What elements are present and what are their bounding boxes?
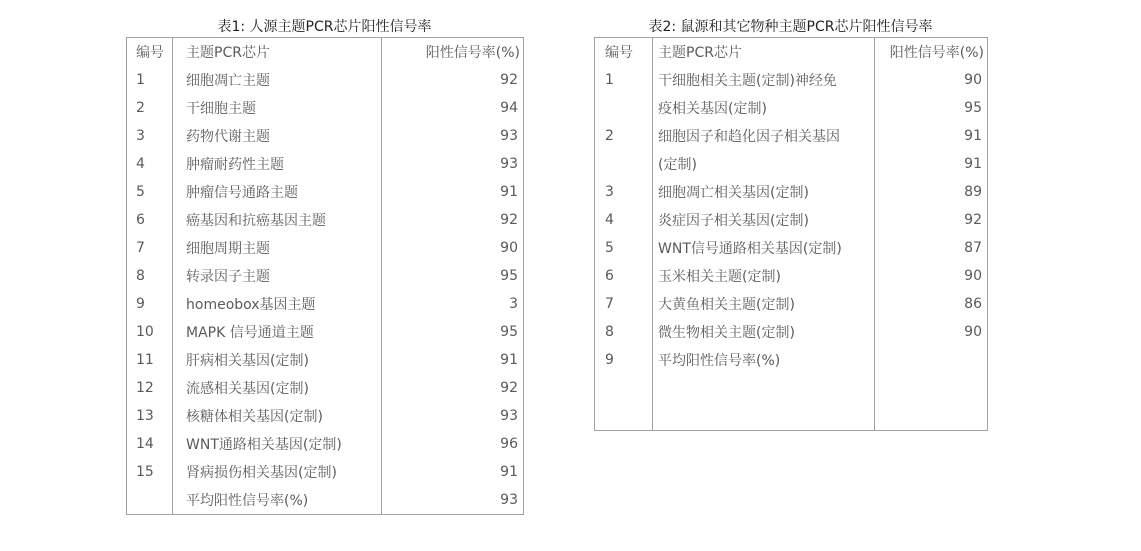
table1-cell-number: 3 xyxy=(127,122,173,150)
table1-cell-number: 7 xyxy=(127,234,173,262)
table1-cell-name: WNT通路相关基因(定制) xyxy=(173,430,382,458)
table2-cell-name: 炎症因子相关基因(定制) xyxy=(653,206,875,234)
table2-cell-name: 微生物相关主题(定制) xyxy=(653,318,875,346)
table1-row xyxy=(127,66,524,94)
table1-cell-name: 细胞周期主题 xyxy=(173,234,382,262)
table1-cell-name: MAPK 信号通道主题 xyxy=(173,318,382,346)
table2-header-value: 阳性信号率(%) xyxy=(889,45,984,61)
table1-row xyxy=(127,402,524,430)
table2-cell-value: 91 xyxy=(964,128,982,144)
table2-cell-number: 1 xyxy=(595,66,653,94)
table2-cell-number: 2 xyxy=(595,122,653,150)
table1-cell-value: 91 xyxy=(500,184,518,200)
table2-cell-number: 3 xyxy=(595,178,653,206)
table2-row xyxy=(595,234,988,262)
table2-row xyxy=(595,150,988,178)
table2-empty-row xyxy=(595,374,988,431)
table2-cell-value: 95 xyxy=(964,100,982,116)
table1-cell-value: 95 xyxy=(500,268,518,284)
table1-cell-name: 细胞凋亡主题 xyxy=(173,66,382,94)
table1-cell-name: 肝病相关基因(定制) xyxy=(173,346,382,374)
table1-row xyxy=(127,430,524,458)
table2-panel xyxy=(594,17,987,431)
table1-cell-number: 4 xyxy=(127,150,173,178)
table1-cell-number: 11 xyxy=(127,346,173,374)
table1-header-no: 编号 xyxy=(127,38,173,67)
table2-cell-number xyxy=(595,150,653,178)
table1 xyxy=(126,37,524,515)
table2-row xyxy=(595,290,988,318)
table2 xyxy=(594,37,988,431)
table2-cell-number: 6 xyxy=(595,262,653,290)
table1-cell-value: 93 xyxy=(500,408,518,424)
table2-cell-name: 干细胞相关主题(定制)神经免 xyxy=(653,66,875,94)
table2-empty-cell xyxy=(595,374,653,431)
table2-cell-name: 大黄鱼相关主题(定制) xyxy=(653,290,875,318)
table2-cell-value: 92 xyxy=(964,212,982,228)
table1-row xyxy=(127,94,524,122)
table1-row xyxy=(127,206,524,234)
table1-cell-name: 转录因子主题 xyxy=(173,262,382,290)
table1-cell-number: 13 xyxy=(127,402,173,430)
table2-row xyxy=(595,262,988,290)
table1-header-row xyxy=(127,38,524,67)
table2-cell-value xyxy=(875,346,988,374)
table1-cell-value: 96 xyxy=(500,436,518,452)
table1-row xyxy=(127,122,524,150)
table1-cell-value: 3 xyxy=(509,296,518,312)
table2-empty-cell xyxy=(875,374,988,431)
table1-cell-value: 92 xyxy=(500,380,518,396)
table1-row xyxy=(127,234,524,262)
table1-cell-value: 92 xyxy=(500,72,518,88)
table1-row xyxy=(127,178,524,206)
table2-row xyxy=(595,178,988,206)
table2-cell-value: 90 xyxy=(964,324,982,340)
table1-row xyxy=(127,486,524,515)
table1-cell-number: 1 xyxy=(127,66,173,94)
table2-cell-value: 87 xyxy=(964,240,982,256)
table1-row xyxy=(127,374,524,402)
table2-cell-number: 8 xyxy=(595,318,653,346)
table1-cell-number: 2 xyxy=(127,94,173,122)
table1-cell-name: 流感相关基因(定制) xyxy=(173,374,382,402)
table2-cell-name: (定制) xyxy=(653,150,875,178)
table1-cell-name: 肿瘤耐药性主题 xyxy=(173,150,382,178)
table1-cell-number: 15 xyxy=(127,458,173,486)
table1-cell-name: homeobox基因主题 xyxy=(173,290,382,318)
table2-cell-number: 4 xyxy=(595,206,653,234)
table1-cell-number: 14 xyxy=(127,430,173,458)
table1-cell-name: 肾病损伤相关基因(定制) xyxy=(173,458,382,486)
table2-cell-name: 疫相关基因(定制) xyxy=(653,94,875,122)
table2-cell-number xyxy=(595,94,653,122)
table2-cell-name: 玉米相关主题(定制) xyxy=(653,262,875,290)
table1-cell-name: 核糖体相关基因(定制) xyxy=(173,402,382,430)
table1-cell-number: 6 xyxy=(127,206,173,234)
table1-cell-value: 91 xyxy=(500,352,518,368)
table2-cell-value: 86 xyxy=(964,296,982,312)
table1-cell-value: 93 xyxy=(500,492,518,508)
table2-header-row xyxy=(595,38,988,67)
table1-cell-value: 92 xyxy=(500,212,518,228)
table2-empty-cell xyxy=(653,374,875,431)
table1-cell-number: 8 xyxy=(127,262,173,290)
table2-cell-value: 89 xyxy=(964,184,982,200)
table2-row xyxy=(595,346,988,374)
table1-cell-value: 93 xyxy=(500,156,518,172)
table1-cell-value: 93 xyxy=(500,128,518,144)
table1-cell-name: 肿瘤信号通路主题 xyxy=(173,178,382,206)
table1-title: 表1: 人源主题PCR芯片阳性信号率 xyxy=(217,19,432,35)
table2-cell-name: 细胞凋亡相关基因(定制) xyxy=(653,178,875,206)
table2-cell-number: 7 xyxy=(595,290,653,318)
table2-header-no: 编号 xyxy=(595,38,653,67)
table1-row xyxy=(127,150,524,178)
table2-title: 表2: 鼠源和其它物种主题PCR芯片阳性信号率 xyxy=(648,19,933,35)
table1-row xyxy=(127,290,524,318)
table1-cell-value: 91 xyxy=(500,464,518,480)
table2-cell-value: 90 xyxy=(964,72,982,88)
table1-row xyxy=(127,458,524,486)
table1-cell-number: 9 xyxy=(127,290,173,318)
table1-cell-value: 95 xyxy=(500,324,518,340)
table1-row xyxy=(127,318,524,346)
table1-cell-number: 10 xyxy=(127,318,173,346)
table1-row xyxy=(127,346,524,374)
table2-row xyxy=(595,122,988,150)
table1-cell-number: 12 xyxy=(127,374,173,402)
table2-cell-name: 平均阳性信号率(%) xyxy=(653,346,875,374)
table2-cell-name: WNT信号通路相关基因(定制) xyxy=(653,234,875,262)
table1-panel xyxy=(126,17,523,515)
table2-cell-number: 5 xyxy=(595,234,653,262)
table2-header-name: 主题PCR芯片 xyxy=(653,38,875,67)
table2-cell-value: 90 xyxy=(964,268,982,284)
table1-cell-number xyxy=(127,486,173,515)
table1-cell-value: 90 xyxy=(500,240,518,256)
table1-cell-name: 药物代谢主题 xyxy=(173,122,382,150)
table1-header-name: 主题PCR芯片 xyxy=(173,38,382,67)
table1-header-value: 阳性信号率(%) xyxy=(425,45,520,61)
table2-cell-number: 9 xyxy=(595,346,653,374)
table2-cell-value: 91 xyxy=(964,156,982,172)
table2-row xyxy=(595,94,988,122)
table1-cell-value: 94 xyxy=(500,100,518,116)
table2-row xyxy=(595,66,988,94)
table2-cell-name: 细胞因子和趋化因子相关基因 xyxy=(653,122,875,150)
table1-cell-name: 平均阳性信号率(%) xyxy=(173,486,382,515)
table2-row xyxy=(595,206,988,234)
table1-row xyxy=(127,262,524,290)
table1-cell-name: 癌基因和抗癌基因主题 xyxy=(173,206,382,234)
table1-cell-name: 干细胞主题 xyxy=(173,94,382,122)
table1-cell-number: 5 xyxy=(127,178,173,206)
table2-row xyxy=(595,318,988,346)
